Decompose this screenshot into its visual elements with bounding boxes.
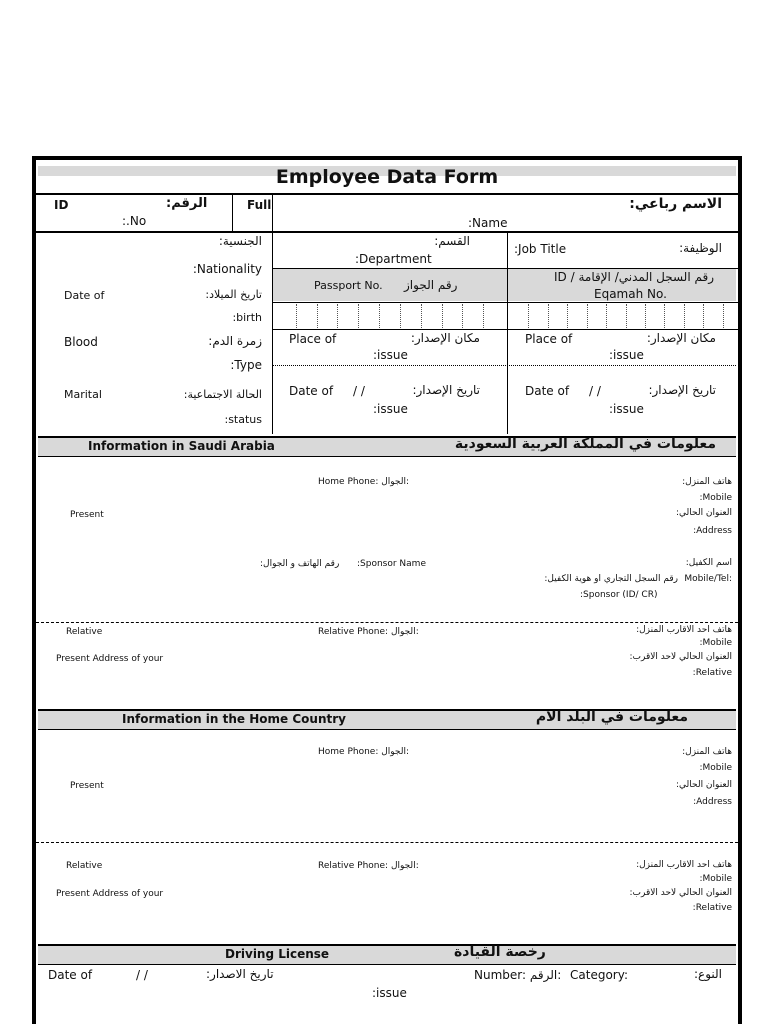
blood-en: Blood xyxy=(64,335,98,349)
home-address-ar: العنوان الحالي: xyxy=(676,780,732,790)
eqamah-date-en: Date of xyxy=(525,384,570,398)
saudi-rel-phone-ar: هاتف احد الاقارب المنزل: xyxy=(636,625,732,635)
home-relative-en: Relative xyxy=(66,861,103,871)
mobile-tel-en: Mobile/Tel: xyxy=(684,574,732,584)
id-label-ar: الرقم: xyxy=(166,196,208,211)
passport-date-en: Date of xyxy=(289,384,334,398)
id-label: ID xyxy=(54,198,69,212)
job-title-ar: الوظيفة: xyxy=(679,241,722,255)
saudi-address-en: :Address xyxy=(693,526,732,536)
sponsor-name-en: :Sponsor Name xyxy=(357,559,426,569)
marital-en2: :status xyxy=(224,413,262,426)
license-number-en: Number: الرقم: xyxy=(474,968,562,982)
id-no-label: :.No xyxy=(122,214,147,228)
passport-date-ar: تاريخ الإصدار: xyxy=(412,383,480,397)
passport-place-en: Place of xyxy=(289,332,337,346)
passport-place-ar: مكان الإصدار: xyxy=(410,331,480,345)
dob-en: Date of xyxy=(64,289,105,302)
sponsor-phone-ar: رقم الهاتف و الجوال: xyxy=(260,559,340,569)
job-title-en: :Job Title xyxy=(514,242,567,256)
home-present-en: Present xyxy=(70,781,104,791)
saudi-present-address-en: Present Address of your xyxy=(56,654,164,664)
home-home-phone-ar: هاتف المنزل: xyxy=(682,747,732,757)
eqamah-place-en2: :issue xyxy=(609,348,644,362)
home-title-ar: معلومات في البلد الام xyxy=(535,709,688,725)
eqamah-date-ar: تاريخ الإصدار: xyxy=(648,383,716,397)
saudi-mobile-en: :Mobile xyxy=(699,493,732,503)
eqamah-place-ar: مكان الإصدار: xyxy=(646,331,716,345)
home-mobile-en: :Mobile xyxy=(699,763,732,773)
saudi-title-en: Information in Saudi Arabia xyxy=(88,439,275,453)
passport-en: Passport No. xyxy=(314,279,383,292)
employee-data-form xyxy=(32,156,742,1024)
blood-en2: :Type xyxy=(230,358,262,372)
license-category-en: Category: xyxy=(570,968,628,982)
nationality-en: :Nationality xyxy=(192,262,262,276)
form-title: Employee Data Form xyxy=(275,166,499,188)
dept-en: :Department xyxy=(355,252,432,266)
saudi-address-ar: العنوان الحالي: xyxy=(676,508,732,518)
license-section-header xyxy=(38,944,736,965)
home-title-en: Information in the Home Country xyxy=(122,712,346,726)
sponsor-name-ar: اسم الكفيل: xyxy=(685,558,732,568)
full-name-ar: الاسم رباعي: xyxy=(629,196,722,212)
license-date-slashes: / / xyxy=(136,968,148,982)
saudi-home-phone-en: Home Phone: الجوال: xyxy=(318,477,410,487)
blood-ar: زمرة الدم: xyxy=(208,334,262,348)
home-rel-phone-ar: هاتف احد الاقارب المنزل: xyxy=(636,860,732,870)
license-date-en2: :issue xyxy=(372,986,407,1000)
passport-place-en2: :issue xyxy=(373,348,408,362)
sponsor-id-ar: رقم السجل التجاري او هوية الكفيل: xyxy=(544,574,678,584)
eqamah-number-boxes[interactable] xyxy=(510,304,742,328)
eqamah-ar: رقم السجل المدني/ الإقامة / ID xyxy=(554,270,714,284)
license-date-ar: تاريخ الاصدار: xyxy=(206,967,274,981)
saudi-rel-address-en: :Relative xyxy=(692,668,732,678)
sponsor-id-en: :Sponsor (ID/ CR) xyxy=(580,590,658,600)
nationality-ar: الجنسية: xyxy=(218,234,262,248)
license-date-en: Date of xyxy=(48,968,93,982)
saudi-home-phone-ar: هاتف المنزل: xyxy=(682,477,732,487)
eqamah-en: Eqamah No. xyxy=(594,287,667,301)
home-rel-address-en: :Relative xyxy=(692,903,732,913)
home-present-address-en: Present Address of your xyxy=(56,889,164,899)
passport-number-boxes[interactable] xyxy=(276,304,504,328)
saudi-rel-phone-en: Relative Phone: الجوال: xyxy=(318,627,419,637)
name-label: :Name xyxy=(468,216,508,230)
home-rel-phone-en: Relative Phone: الجوال: xyxy=(318,861,419,871)
passport-ar: رقم الجواز xyxy=(404,278,458,292)
marital-ar: الحالة الاجتماعية: xyxy=(183,388,262,401)
license-category-ar: النوع: xyxy=(693,967,722,981)
marital-en: Marital xyxy=(64,388,102,401)
license-title-ar: رخصة القيادة xyxy=(454,944,546,960)
license-title-en: Driving License xyxy=(225,947,330,961)
saudi-rel-address-ar: العنوان الحالي لاحد الاقرب: xyxy=(629,652,732,662)
eqamah-date-slashes: / / xyxy=(589,384,601,398)
home-address-en: :Address xyxy=(693,797,732,807)
full-label: Full xyxy=(247,198,272,212)
home-rel-address-ar: العنوان الحالي لاحد الاقرب: xyxy=(629,888,732,898)
eqamah-place-en: Place of xyxy=(525,332,573,346)
saudi-present-en: Present xyxy=(70,510,104,520)
dob-ar: تاريخ الميلاد: xyxy=(205,288,262,301)
passport-date-en2: :issue xyxy=(373,402,408,416)
saudi-relative-en: Relative xyxy=(66,627,103,637)
home-home-phone-en: Home Phone: الجوال: xyxy=(318,747,410,757)
dob-en2: :birth xyxy=(232,311,262,324)
saudi-rel-mobile-en: :Mobile xyxy=(699,638,732,648)
dept-ar: القسم: xyxy=(434,234,470,248)
passport-date-slashes: / / xyxy=(353,384,365,398)
eqamah-date-en2: :issue xyxy=(609,402,644,416)
saudi-title-ar: معلومات في المملكة العربية السعودية xyxy=(454,436,716,452)
home-rel-mobile-en: :Mobile xyxy=(699,874,732,884)
